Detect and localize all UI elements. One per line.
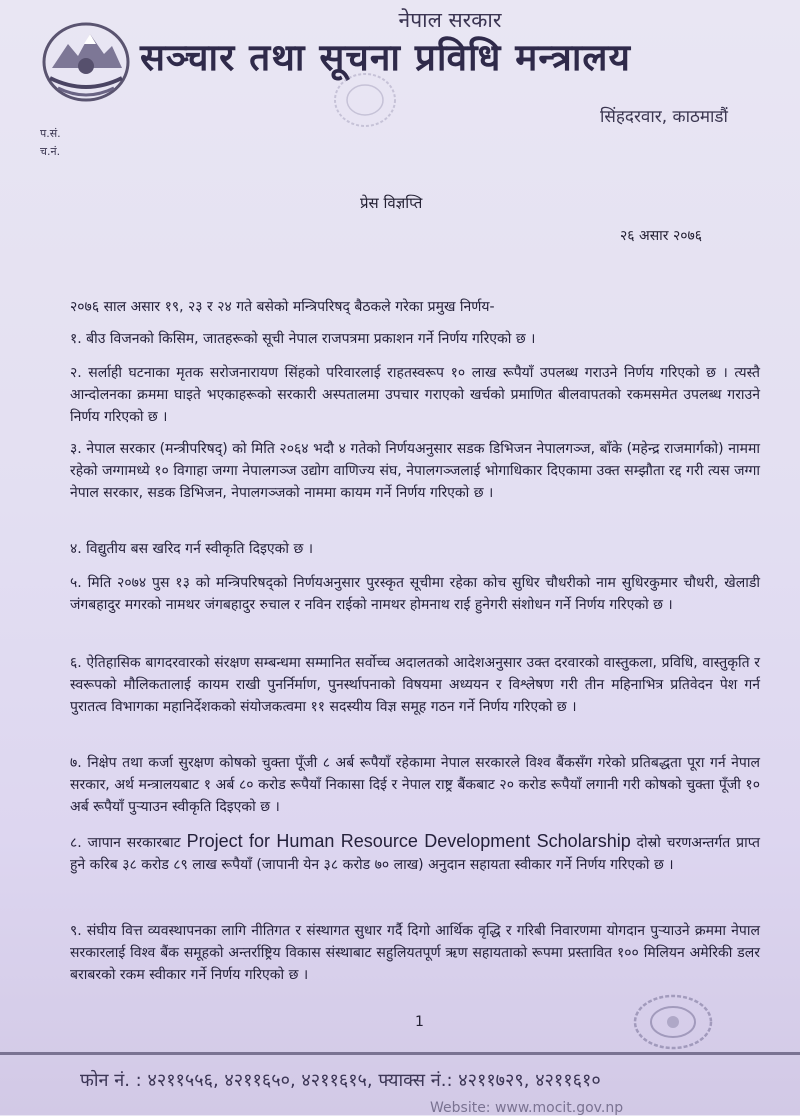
decision-item-1: १. बीउ विजनको किसिम, जातहरूको सूची नेपाल राजपत्रमा प्रकाशन गर्ने निर्णय गरिएको छ । — [70, 331, 536, 347]
ministry-name: सञ्चार तथा सूचना प्रविधि मन्त्रालय — [140, 36, 631, 79]
office-stamp-icon — [630, 992, 716, 1052]
ref-chalani-label: च.नं. — [40, 145, 61, 158]
decision-item-8 — [70, 830, 760, 876]
seal-stamp-icon — [330, 70, 400, 130]
government-name: नेपाल सरकार — [398, 8, 502, 32]
decision-8-prefix: ८. जापान सरकारबाट — [70, 835, 187, 851]
nepal-emblem-icon — [38, 18, 134, 104]
decision-item-7: ७. निक्षेप तथा कर्जा सुरक्षण कोषको चुक्ता पूँजी ८ अर्ब रूपैयाँ रहेकामा नेपाल सरकारले विश्व बैंकसँग गरेको प्रतिबद्धता पूरा गर्न नेपाल सरकार, अर्थ मन्त्रालयबाट १ अर्ब ८० करोड रूपैयाँ निकासा दिई र नेपाल राष्ट्र बैंकबाट २० करोड रूपैयाँ लगानी गरी कोषको चुक्ता पूँजी १० अर्ब रूपैयाँ पुऱ्याउन स्वीकृति दिइएको छ । — [70, 755, 760, 815]
decision-8-project-name: Project for Human Resource Development Scholarship — [186, 831, 631, 851]
decision-8-suffix: दोस्रो चरणअन्तर्गत प्राप्त हुने करिब ३८ करोड ८९ लाख रूपैयाँ (जापानी येन ३८ करोड ७० लाख) अनुदान सहायता स्वीकार गर्ने निर्णय गरिएको छ । — [70, 835, 760, 873]
decision-item-3: ३. नेपाल सरकार (मन्त्रीपरिषद्) को मिति २०६४ भदौ ४ गतेको निर्णयअनुसार सडक डिभिजन नेपालगञ्ज, बाँके (महेन्द्र राजमार्गको) नाममा रहेको जग्गामध्ये १० विगाहा जग्गा नेपालगञ्ज उद्योग वाणिज्य संघ, नेपालगञ्जलाई भोगाधिकार दिएकामा उक्त सम्झौता रद्द गरी त्यस जग्गा नेपाल सरकार, सडक डिभिजन, नेपालगञ्जको नाममा कायम गर्ने निर्णय गरिएको छ । — [70, 441, 760, 501]
decision-item-2: २. सर्लाही घटनाका मृतक सरोजनारायण सिंहको परिवारलाई राहतस्वरूप १० लाख रूपैयाँ उपलब्ध गराउने निर्णय गरिएको छ । त्यस्तै आन्दोलनका क्रममा घाइते भएकाहरूको सरकारी अस्पतालमा उपचार गराएको खर्चको प्रमाणित बीलवापतको रकमसमेत उपलब्ध गराउने निर्णय गरिएको छ । — [70, 365, 760, 425]
office-location: सिंहदरवार, काठमाडौं — [600, 107, 728, 127]
ref-patra-label: प.सं. — [40, 127, 61, 140]
document-date: २६ असार २०७६ — [620, 228, 703, 244]
document-title: प्रेस विज्ञप्ति — [360, 194, 423, 212]
footer-divider — [0, 1052, 800, 1055]
decision-item-6: ६. ऐतिहासिक बागदरवारको संरक्षण सम्बन्धमा सम्मानित सर्वोच्च अदालतको आदेशअनुसार उक्त दरवारको वास्तुकला, प्रविधि, वास्तुकृति र स्वरूपको मौलिकतालाई कायम राखी पुनर्निर्माण, पुनर्स्थापनाको विषयमा अध्ययन र विश्लेषण गरी तीन महिनाभित्र प्रतिवेदन पेश गर्न पुरातत्व विभागका महानिर्देशकको संयोजकत्वमा ११ सदस्यीय विज्ञ समूह गठन गर्ने निर्णय गरिएको छ । — [70, 655, 760, 715]
decision-item-4: ४. विद्युतीय बस खरिद गर्न स्वीकृति दिइएको छ । — [70, 541, 314, 557]
intro-paragraph: २०७६ साल असार १९, २३ र २४ गते बसेको मन्त्रिपरिषद् बैठकले गरेका प्रमुख निर्णय- — [70, 299, 495, 315]
footer-contact: फोन नं. : ४२११५५६, ४२११६५०, ४२११६१५, फ्याक्स नं.: ४२११७२९, ४२११६१० — [80, 1070, 601, 1091]
decision-item-5: ५. मिति २०७४ पुस १३ को मन्त्रिपरिषद्को निर्णयअनुसार पुरस्कृत सूचीमा रहेका कोच सुधिर चौधरीको नाम सुधिरकुमार चौधरी, खेलाडी जंगबहादुर मगरको नामथर जंगबहादुर रुचाल र नविन राईको नामथर होमनाथ राई हुनेगरी संशोधन गर्ने निर्णय गरिएको छ । — [70, 575, 760, 613]
page-number: 1 — [415, 1014, 424, 1030]
decision-item-9: ९. संघीय वित्त व्यवस्थापनका लागि नीतिगत र संस्थागत सुधार गर्दै दिगो आर्थिक वृद्धि र गरिबी निवारणमा योगदान पुऱ्याउने क्रममा नेपाल सरकारलाई विश्व बैंक समूहको अन्तर्राष्ट्रिय विकास संस्थाबाट सहुलियतपूर्ण ऋण सहायताको रूपमा प्रस्तावित १०० मिलियन अमेरिकी डलर बराबरको रकम स्वीकार गर्ने निर्णय गरिएको छ । — [70, 923, 760, 983]
footer-website: Website: www.mocit.gov.np — [430, 1100, 624, 1116]
